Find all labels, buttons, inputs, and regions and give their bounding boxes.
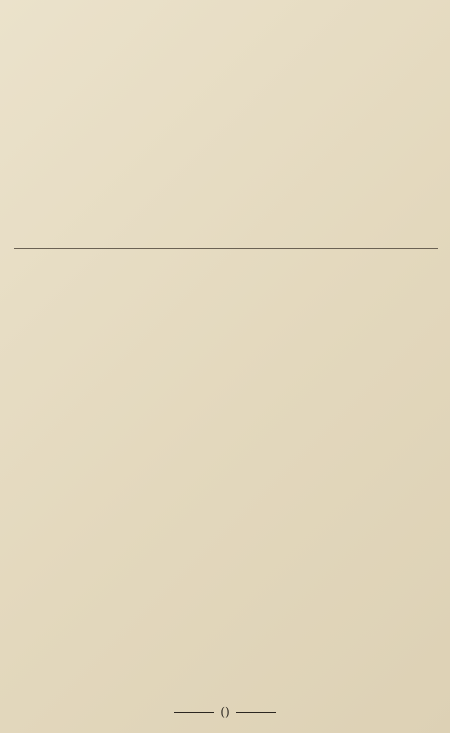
page-footer: () <box>0 705 450 719</box>
divider-line <box>14 248 438 249</box>
